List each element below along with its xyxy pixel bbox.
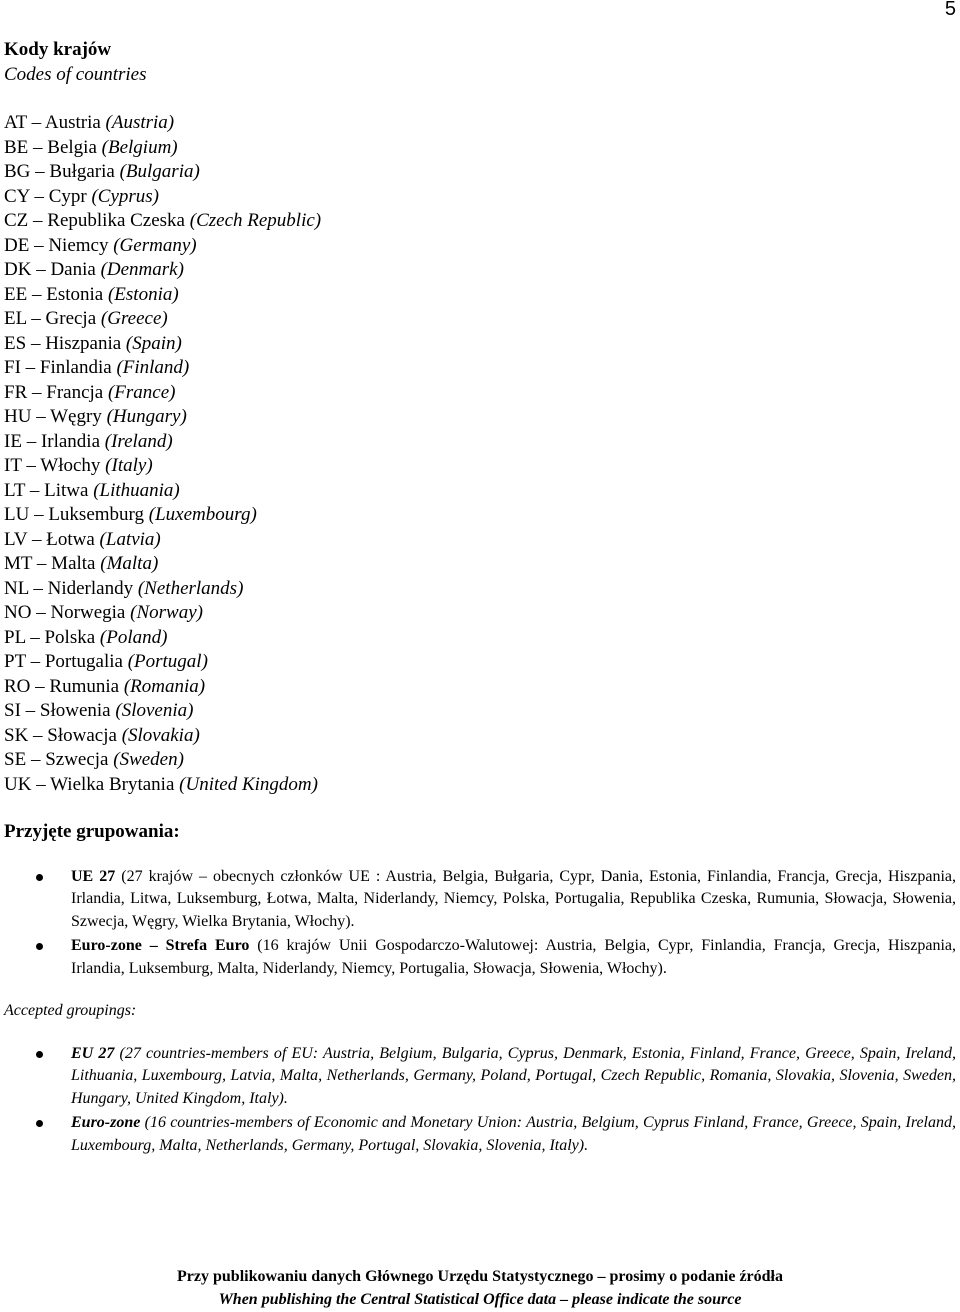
country-item: FR – Francja (France) bbox=[4, 381, 176, 403]
country-item: SI – Słowenia (Slovenia) bbox=[4, 700, 194, 721]
country-name-en: (Luxembourg) bbox=[148, 504, 257, 525]
country-name-en: (Norway) bbox=[130, 602, 203, 623]
country-name-en: (Bulgaria) bbox=[119, 161, 200, 182]
country-item: PL – Polska (Poland) bbox=[4, 626, 168, 648]
country-name: Cypr bbox=[48, 185, 87, 207]
bullet-icon bbox=[36, 1120, 43, 1127]
country-item: EE – Estonia (Estonia) bbox=[4, 283, 179, 305]
country-name: Wielka Brytania bbox=[50, 773, 175, 795]
country-item: RO – Rumunia (Romania) bbox=[4, 675, 206, 697]
country-code: BG bbox=[4, 161, 31, 182]
country-code: DE bbox=[4, 234, 30, 256]
country-name: Litwa bbox=[44, 479, 89, 501]
country-name-en: (Romania) bbox=[123, 675, 206, 697]
grouping-label: Euro-zone – Strefa Euro bbox=[71, 937, 250, 955]
country-name-en: (Ireland) bbox=[104, 430, 173, 452]
country-name: Szwecja bbox=[45, 749, 109, 770]
grouping-item bbox=[0, 1112, 960, 1157]
country-item: UK – Wielka Brytania (United Kingdom) bbox=[4, 773, 318, 795]
grouping-item bbox=[0, 935, 960, 980]
grouping-label: Euro-zone bbox=[71, 1114, 141, 1132]
country-name: Węgry bbox=[50, 406, 102, 427]
country-name: Luksemburg bbox=[48, 504, 145, 525]
country-name: Grecja bbox=[45, 308, 97, 329]
groupings-list-en bbox=[0, 1043, 960, 1159]
country-code: IE bbox=[4, 430, 22, 452]
country-code: SK bbox=[4, 724, 29, 746]
grouping-text: (16 krajów Unii Gospodarczo-Walutowej: Austria, Belgia, Cypr, Finlandia, Francja, Grecja, Hiszpania, Irlandia, Luksemburg, Malta, Niderlandy, Niemcy, Portugalia, Słowacja, Słowenia, Włochy). bbox=[71, 937, 957, 977]
country-item: NL – Niderlandy (Netherlands) bbox=[4, 577, 244, 599]
country-name: Finlandia bbox=[39, 357, 112, 378]
country-name: Słowacja bbox=[47, 724, 117, 746]
country-name-en: (Finland) bbox=[116, 357, 190, 378]
country-code: RO bbox=[4, 675, 31, 697]
bullet-icon bbox=[36, 943, 43, 950]
page-title: Kody krajów bbox=[4, 39, 112, 60]
grouping-text: (27 krajów – obecnych członków UE : Austria, Belgia, Bułgaria, Cypr, Dania, Estonia, Finlandia, Francja, Grecja, Hiszpania, Irlandia, Litwa, Luksemburg, Łotwa, Malta, Niderlandy, Niemcy, Polska, Portugalia, Republika Czeska, Rumunia, Słowacja, Słowenia, Szwecja, Węgry, Wielka Brytania, Włochy). bbox=[71, 868, 956, 930]
country-name-en: (Belgium) bbox=[101, 136, 178, 158]
country-name-en: (United Kingdom) bbox=[179, 773, 318, 795]
country-name-en: (Slovenia) bbox=[115, 700, 194, 721]
country-item: AT – Austria (Austria) bbox=[4, 112, 175, 133]
country-name-en: (Malta) bbox=[100, 553, 159, 574]
country-name-en: (Czech Republic) bbox=[189, 210, 322, 231]
grouping-text: (27 countries-members of EU: Austria, Belgium, Bulgaria, Cyprus, Denmark, Estonia, Finland, France, Greece, Spain, Ireland, Lithuania, Luxembourg, Latvia, Malta, Netherlands, Germany, Poland, Portugal, Czech Republic, Romania, Slovakia, Slovenia, Sweden, Hungary, United Kingdom, Italy). bbox=[71, 1045, 956, 1107]
country-code: HU bbox=[4, 406, 32, 427]
country-name: Włochy bbox=[40, 455, 101, 476]
groupings-heading-en: Accepted groupings: bbox=[4, 1002, 137, 1019]
country-item: HU – Węgry (Hungary) bbox=[4, 406, 187, 427]
country-item: DK – Dania (Denmark) bbox=[4, 259, 184, 280]
country-name-en: (Austria) bbox=[105, 112, 175, 133]
country-name-en: (Netherlands) bbox=[137, 577, 244, 599]
country-code: IT bbox=[4, 455, 22, 476]
country-item: ES – Hiszpania (Spain) bbox=[4, 332, 182, 354]
grouping-label: UE 27 bbox=[71, 868, 116, 885]
country-name: Austria bbox=[44, 112, 101, 133]
country-item: IE – Irlandia (Ireland) bbox=[4, 430, 173, 452]
country-item: BE – Belgia (Belgium) bbox=[4, 136, 178, 158]
country-name: Belgia bbox=[47, 136, 97, 158]
country-name: Malta bbox=[51, 553, 96, 574]
country-code: LV bbox=[4, 528, 28, 550]
country-code: SE bbox=[4, 749, 27, 770]
country-name-en: (Latvia) bbox=[99, 528, 161, 550]
country-name: Estonia bbox=[46, 283, 104, 305]
country-name: Republika Czeska bbox=[47, 210, 185, 231]
country-code: AT bbox=[4, 112, 27, 133]
country-name-en: (Germany) bbox=[113, 234, 197, 256]
country-name-en: (Cyprus) bbox=[91, 185, 160, 207]
country-code: EE bbox=[4, 283, 28, 305]
groupings-list-pl bbox=[0, 866, 960, 982]
country-name-en: (Greece) bbox=[100, 308, 168, 329]
country-item: SK – Słowacja (Slovakia) bbox=[4, 724, 200, 746]
country-item: NO – Norwegia (Norway) bbox=[4, 602, 203, 623]
country-item: EL – Grecja (Greece) bbox=[4, 308, 168, 329]
country-code: PT bbox=[4, 651, 26, 672]
country-name: Irlandia bbox=[40, 430, 101, 452]
country-name: Polska bbox=[44, 626, 96, 648]
country-code: CY bbox=[4, 185, 30, 207]
country-code: EL bbox=[4, 308, 27, 329]
country-name-en: (Lithuania) bbox=[93, 479, 180, 501]
country-code: PL bbox=[4, 626, 26, 648]
country-name-en: (Denmark) bbox=[100, 259, 184, 280]
country-code: DK bbox=[4, 259, 32, 280]
country-name: Niemcy bbox=[48, 234, 109, 256]
groupings-heading-pl: Przyjęte grupowania: bbox=[4, 821, 180, 842]
country-name: Łotwa bbox=[46, 528, 95, 550]
country-item: LU – Luksemburg (Luxembourg) bbox=[4, 504, 257, 525]
country-name-en: (France) bbox=[107, 381, 176, 403]
country-code: ES bbox=[4, 332, 27, 354]
country-item: IT – Włochy (Italy) bbox=[4, 455, 153, 476]
country-code: LT bbox=[4, 479, 26, 501]
country-name: Rumunia bbox=[49, 675, 120, 697]
country-item: CZ – Republika Czeska (Czech Republic) bbox=[4, 210, 322, 231]
country-item: CY – Cypr (Cyprus) bbox=[4, 185, 160, 207]
country-item: LT – Litwa (Lithuania) bbox=[4, 479, 180, 501]
page-number: 5 bbox=[944, 0, 956, 20]
country-item: FI – Finlandia (Finland) bbox=[4, 357, 190, 378]
country-name: Bułgaria bbox=[49, 161, 115, 182]
country-name-en: (Portugal) bbox=[127, 651, 208, 672]
grouping-text: (16 countries-members of Economic and Monetary Union: Austria, Belgium, Cyprus Finland, France, Greece, Spain, Ireland, Luxembourg, Malta, Netherlands, Germany, Portugal, Slovakia, Slovenia, Italy). bbox=[71, 1114, 956, 1154]
grouping-item bbox=[0, 866, 960, 933]
country-name: Hiszpania bbox=[45, 332, 122, 354]
country-name: Norwegia bbox=[50, 602, 126, 623]
country-name-en: (Estonia) bbox=[107, 283, 179, 305]
page-subtitle: Codes of countries bbox=[4, 64, 147, 85]
country-code: CZ bbox=[4, 210, 29, 231]
country-name-en: (Sweden) bbox=[113, 749, 184, 770]
country-code: NO bbox=[4, 602, 32, 623]
country-item: DE – Niemcy (Germany) bbox=[4, 234, 197, 256]
footer-source-note-pl: Przy publikowaniu danych Głównego Urzędu Statystycznego – prosimy o podanie źródła bbox=[177, 1268, 783, 1285]
country-name: Portugalia bbox=[44, 651, 123, 672]
country-code: BE bbox=[4, 136, 29, 158]
grouping-item bbox=[0, 1043, 960, 1110]
country-name: Słowenia bbox=[39, 700, 111, 721]
country-name-en: (Slovakia) bbox=[121, 724, 200, 746]
country-code: LU bbox=[4, 504, 30, 525]
footer-source-note-en: When publishing the Central Statistical Office data – please indicate the source bbox=[218, 1291, 742, 1308]
country-code: MT bbox=[4, 553, 33, 574]
bullet-icon bbox=[36, 1051, 43, 1058]
country-code: NL bbox=[4, 577, 29, 599]
country-code: FR bbox=[4, 381, 28, 403]
country-name-en: (Spain) bbox=[125, 332, 182, 354]
country-code-list bbox=[4, 111, 321, 797]
country-name-en: (Hungary) bbox=[106, 406, 187, 427]
country-name: Francja bbox=[46, 381, 104, 403]
country-name-en: (Italy) bbox=[105, 455, 153, 476]
country-item: MT – Malta (Malta) bbox=[4, 553, 159, 574]
country-item: LV – Łotwa (Latvia) bbox=[4, 528, 161, 550]
country-item: SE – Szwecja (Sweden) bbox=[4, 749, 184, 770]
country-code: UK bbox=[4, 773, 32, 795]
country-name-en: (Poland) bbox=[99, 626, 168, 648]
country-code: SI bbox=[4, 700, 21, 721]
country-name: Dania bbox=[50, 259, 96, 280]
country-code: FI bbox=[4, 357, 21, 378]
country-name: Niderlandy bbox=[47, 577, 134, 599]
country-item: BG – Bułgaria (Bulgaria) bbox=[4, 161, 200, 182]
bullet-icon bbox=[36, 874, 43, 881]
country-item: PT – Portugalia (Portugal) bbox=[4, 651, 208, 672]
grouping-label: EU 27 bbox=[71, 1045, 115, 1062]
